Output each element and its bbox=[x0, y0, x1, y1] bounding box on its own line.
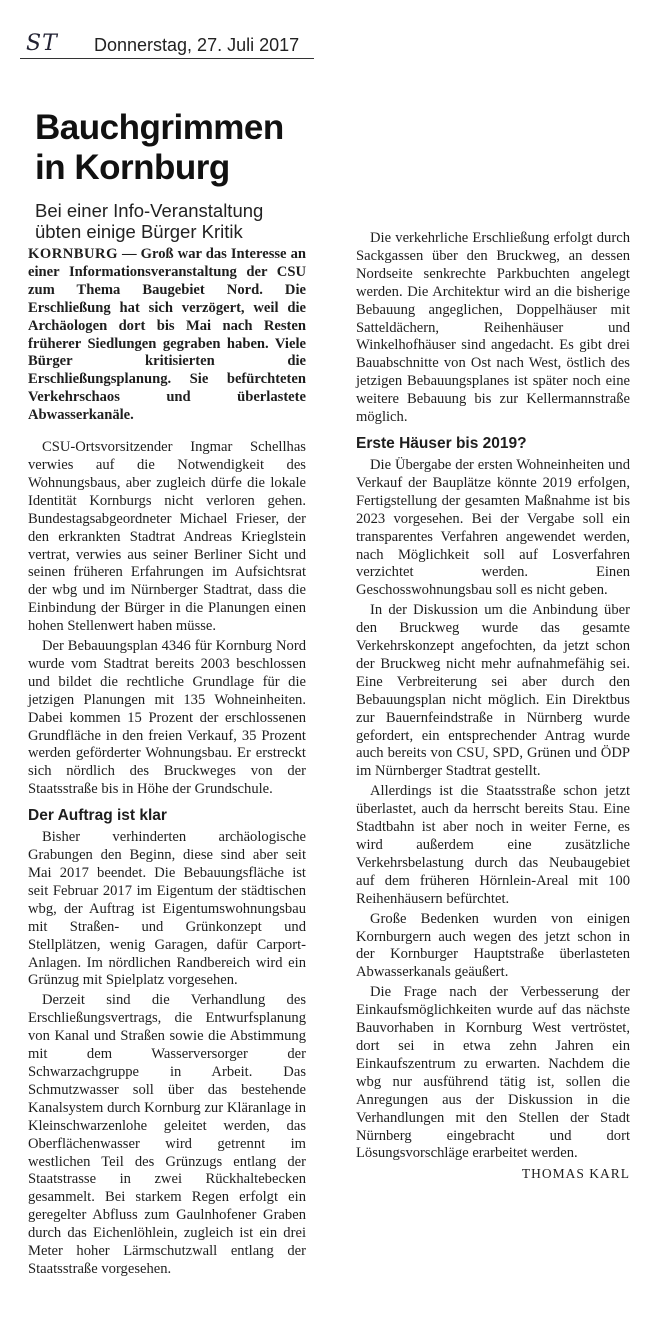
page-header bbox=[22, 30, 317, 60]
headline bbox=[35, 108, 335, 188]
subheadline-line-1: Bei einer Info-Veranstaltung bbox=[35, 200, 264, 221]
subheadline bbox=[35, 200, 335, 242]
body-paragraph-9: Große Bedenken wurden von einigen Kornburgern auch wegen des jetzt schon in der Kornburger Hauptstraße überlasteten Abwasserkanals geäußert. bbox=[356, 910, 630, 981]
subhead-auftrag: Der Auftrag ist klar bbox=[28, 807, 167, 825]
headline-line-2: in Kornburg bbox=[35, 148, 230, 187]
body-paragraph-2: Der Bebauungsplan 4346 für Kornburg Nord wurde vom Stadtrat bereits 2003 beschlossen und bildet die rechtliche Grundlage für die jetzigen Planungen mit 135 Wohneinheiten. Dabei kommen 15 Prozent der erschlossenen Grundfläche in den freien Verkauf, 35 Prozent werden geförderter Wohnungsbau. Er erstreckt sich nördlich des Bruckweges von der Staatsstraße bis in Höhe der Grundschule. bbox=[28, 638, 306, 798]
article-column-right bbox=[356, 230, 630, 1183]
author-byline: THOMAS KARL bbox=[521, 1166, 630, 1182]
body-paragraph-7: In der Diskussion um die Anbindung über den Bruckweg wurde das gesamte Verkehrskonzept angefochten, da jetzt schon der Bruckweg nicht mehr aufnahmefähig sei. Eine Verbreiterung sei aber durch den Bebauungsplan nicht möglich. Ein Direktbus zur Bauernfeindstraße in Nürnberg wurde gefordert, ein entsprechender Antrag wurde auch bereits von CSU, SPD, Grünen und ÖDP im Nürnberger Stadtrat gestellt. bbox=[356, 602, 630, 780]
body-paragraph-3: Bisher verhinderten archäologische Grabungen den Beginn, diese sind aber seit Mai 2017 beendet. Die Bebauungsfläche ist seit Februar 2017 im Eigentum der städtischen wbg, der Auftrag ist Eigentumswohnungsbau mit Straßen- und Grünkonzept und Stellplätzen, wenig Garagen, dafür Carport-Anlagen. Im nördlichen Randbereich wird ein Grünzug mit Spielplatz vorgesehen. bbox=[28, 829, 306, 989]
handwritten-mark: ST bbox=[26, 31, 58, 56]
body-paragraph-5: Die verkehrliche Erschließung erfolgt durch Sackgassen über den Bruckweg, an dessen Nordseite senkrechte Parkbuchten angelegt werden. Die Architektur wird an die bisherige Bebauung angeglichen, Doppelhäuser mit Satteldächern, Reihenhäuser und Winkelhofhäuser sind angedacht. Es gibt drei Bauabschnitte von Ost nach West, östlich des jetzigen Bebauungsplanes ist später noch eine weitere Bebauung bis zur Kellermannstraße möglich. bbox=[356, 230, 630, 426]
header-rule bbox=[20, 58, 314, 59]
headline-line-1: Bauchgrimmen bbox=[35, 108, 284, 147]
lead-text: — Groß war das Interesse an einer Informationsveranstaltung der CSU zum Thema Baugebiet Nord. Die Erschließung hat sich verzögert, weil die Archäologen dort bis Mai nach Resten früherer Siedlungen gegraben haben. Viele Bürger kritisierten die Erschließungsplanung. Sie befürchteten Verkehrschaos und überlastete Abwasserkanäle. bbox=[28, 246, 306, 424]
lead-paragraph bbox=[28, 246, 306, 425]
subheadline-line-2: übten einige Bürger Kritik bbox=[35, 221, 243, 242]
article-column-left bbox=[28, 246, 306, 1279]
dateline: Donnerstag, 27. Juli 2017 bbox=[94, 35, 300, 55]
body-paragraph-6: Die Übergabe der ersten Wohneinheiten und Verkauf der Bauplätze könnte 2019 erfolgen, Fertigstellung der gesamten Maßnahme ist bis 2023 vorgesehen. Bei der Vergabe soll ein transparentes Verfahren angewendet werden, nach Möglichkeit soll auf Losverfahren verzichtet werden. Einen Geschosswohnungsbau soll es nicht geben. bbox=[356, 456, 630, 599]
body-paragraph-10: Die Frage nach der Verbesserung der Einkaufsmöglichkeiten wurde auf das nächste Bauvorhaben in Kornburg West vertröstet, dort sei in etwa zehn Jahren ein Einkaufszentrum zu erwarten. Nachdem die wbg nur ausführend tätig ist, sollen die Anregungen aus der Diskussion in die Verhandlungen mit den Stellen der Stadt Nürnberg eingebracht und dort Lösungsvorschläge erarbeitet werden. bbox=[356, 984, 630, 1162]
body-paragraph-8: Allerdings ist die Staatsstraße schon jetzt überlastet, auch da herrscht bereits Stau. Eine Stadtbahn ist aber noch in weiter Ferne, es wird außerdem eine zusätzliche Verkehrsbelastung durch das Neubaugebiet auf dem früheren Hörnlein-Areal mit 100 Reihenhäusern befürchtet. bbox=[356, 783, 630, 907]
dateline-place: KORNBURG bbox=[28, 246, 118, 262]
subhead-erste-haeuser: Erste Häuser bis 2019? bbox=[356, 434, 527, 452]
body-paragraph-1: CSU-Ortsvorsitzender Ingmar Schellhas verwies auf die Notwendigkeit des Wohnungsbaus, aber zugleich dürfe die lokale Identität Kornburgs nicht verloren gehen. Bundestagsabgeordneter Michael Frieser, der den erkrankten Stadtrat Andreas Krieglstein vertrat, verwies aus seiner Berliner Sicht und seinen früheren Erfahrungen im Aufsichtsrat der wbg und im Nürnberger Stadtrat, dass die Einbindung der Bürger in die Planungen einen hohen Stellenwert haben müsse. bbox=[28, 439, 306, 635]
body-paragraph-4: Derzeit sind die Verhandlung des Erschließungsvertrags, die Entwurfsplanung von Kanal und Straßen sowie die Abstimmung mit dem Wasserversorger der Schwarzachgruppe in Arbeit. Das Schmutzwasser soll über das bestehende Kanalsystem durch Kornburg zur Kläranlage in Kleinschwarzenlohe geleitet werden, das Oberflächenwasser wird getrennt im westlichen Teil des Grünzugs entlang der Staatstrasse in zwei Rückhaltebecken gesammelt. Bei starkem Regen erfolgt ein geregelter Abfluss zum Gaulnhofener Graben durch das Eichenlöhlein, zugleich ist ein drei Meter hoher Lärmschutzwall entlang der Staatsstraße vorgesehen. bbox=[28, 992, 306, 1277]
